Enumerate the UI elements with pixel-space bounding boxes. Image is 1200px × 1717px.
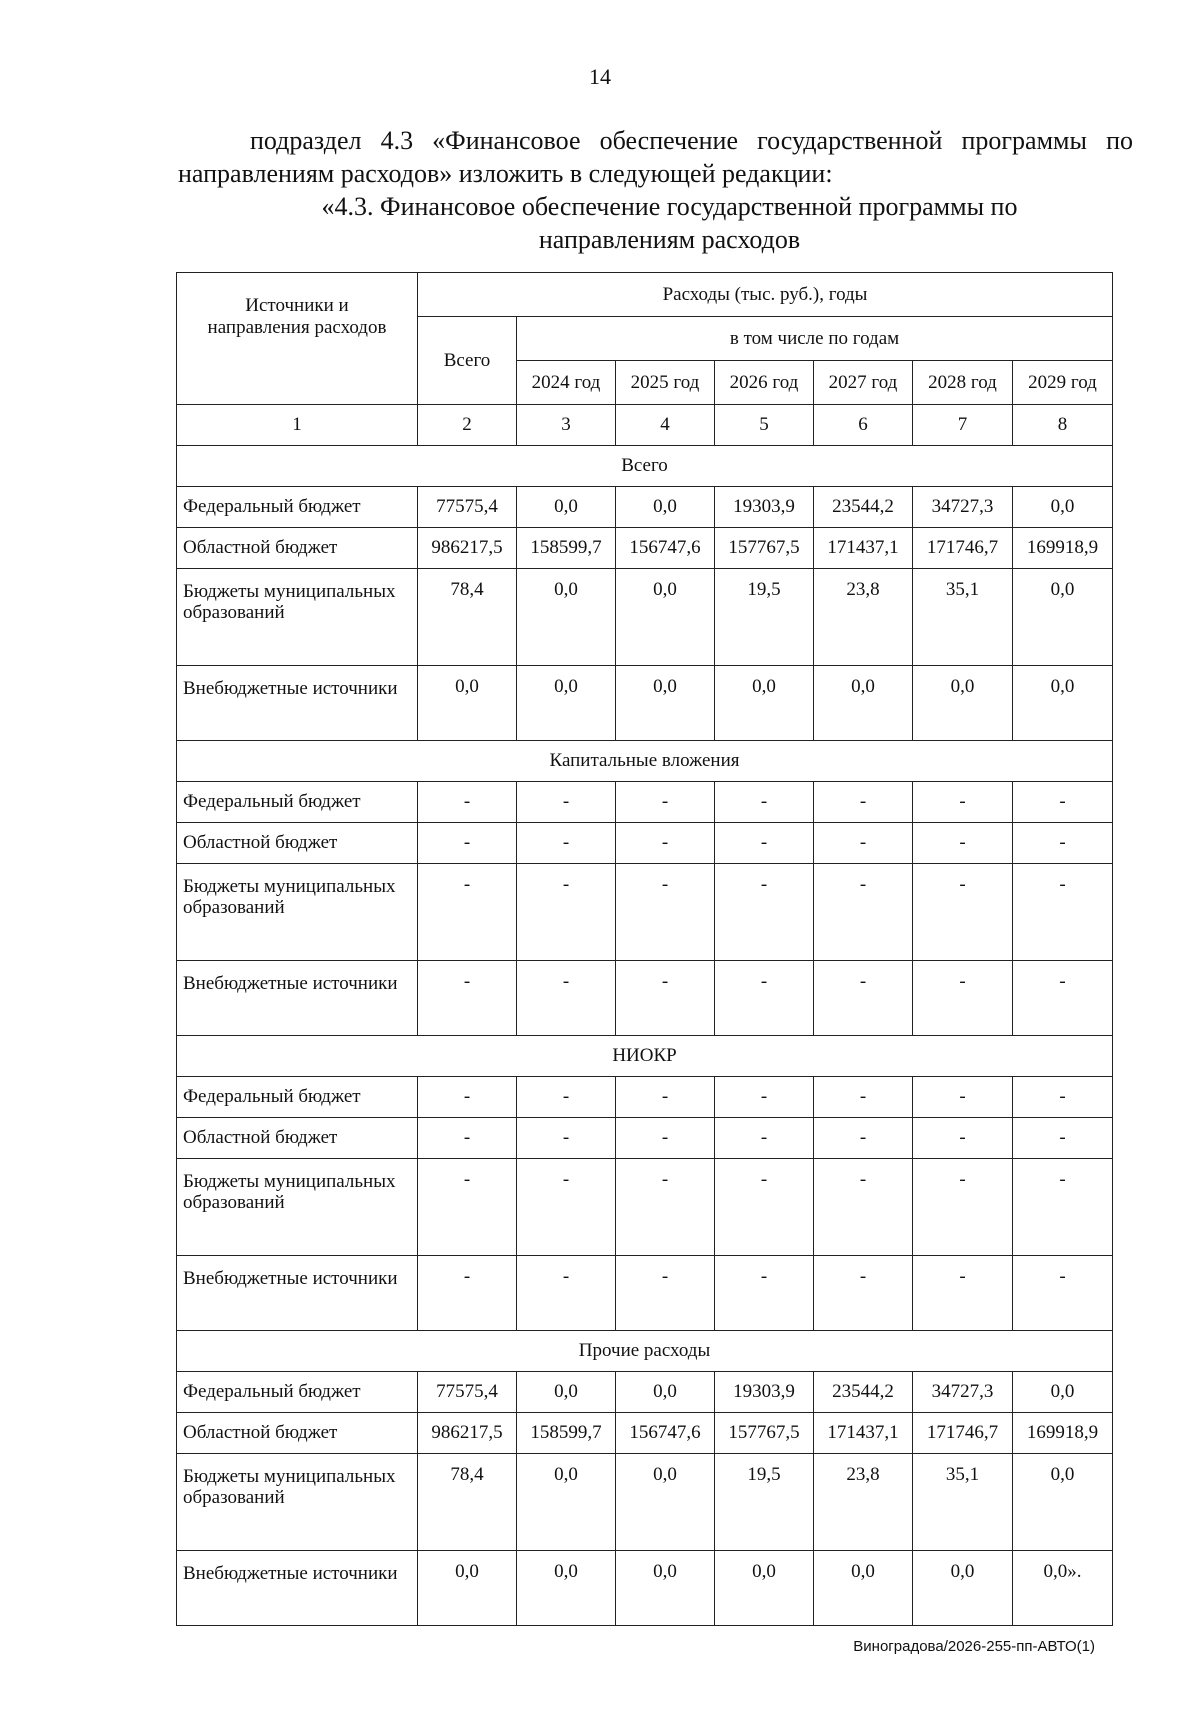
value-cell: 0,0 [517, 666, 616, 741]
intro-paragraph [178, 124, 1133, 190]
value-cell: - [616, 1077, 715, 1118]
table-row [177, 961, 1113, 1036]
row-label: Внебюджетные источники [177, 1256, 418, 1331]
value-cell: 157767,5 [715, 528, 814, 569]
column-number: 4 [616, 405, 715, 446]
value-cell: - [616, 1256, 715, 1331]
row-label: Внебюджетные источники [177, 1551, 418, 1626]
value-cell: 0,0 [418, 666, 517, 741]
value-cell: - [418, 823, 517, 864]
column-number: 6 [814, 405, 913, 446]
header-total: Всего [418, 317, 517, 405]
value-cell: 169918,9 [1013, 528, 1113, 569]
column-number: 2 [418, 405, 517, 446]
value-cell: 77575,4 [418, 487, 517, 528]
value-cell: 35,1 [913, 1454, 1013, 1551]
row-label: Федеральный бюджет [177, 487, 418, 528]
value-cell: - [1013, 782, 1113, 823]
header-by-years: в том числе по годам [517, 317, 1113, 361]
value-cell: - [913, 1118, 1013, 1159]
row-label: Федеральный бюджет [177, 1372, 418, 1413]
table-row [177, 569, 1113, 666]
financing-table [176, 272, 1113, 1626]
value-cell: 0,0 [814, 666, 913, 741]
value-cell: 0,0 [616, 1454, 715, 1551]
table-row [177, 666, 1113, 741]
value-cell: - [814, 1118, 913, 1159]
value-cell: - [913, 1159, 1013, 1256]
value-cell: - [517, 961, 616, 1036]
value-cell: 19,5 [715, 1454, 814, 1551]
table-row [177, 823, 1113, 864]
value-cell: - [517, 864, 616, 961]
value-cell: 157767,5 [715, 1413, 814, 1454]
value-cell: - [1013, 1077, 1113, 1118]
table-row [177, 1372, 1113, 1413]
value-cell: - [1013, 1256, 1113, 1331]
value-cell: 0,0 [517, 1372, 616, 1413]
column-number: 1 [177, 405, 418, 446]
header-year: 2028 год [913, 361, 1013, 405]
row-label: Бюджеты муниципальных образований [177, 1159, 418, 1256]
value-cell: - [418, 1159, 517, 1256]
row-label: Внебюджетные источники [177, 666, 418, 741]
table-row [177, 1118, 1113, 1159]
value-cell: 0,0 [418, 1551, 517, 1626]
value-cell: - [913, 1256, 1013, 1331]
heading-line-2: направлениям расходов [538, 225, 801, 254]
row-label: Федеральный бюджет [177, 1077, 418, 1118]
value-cell: - [913, 1077, 1013, 1118]
row-label: Областной бюджет [177, 823, 418, 864]
value-cell: - [616, 1118, 715, 1159]
value-cell: - [616, 823, 715, 864]
value-cell: - [715, 782, 814, 823]
row-label: Бюджеты муниципальных образований [177, 569, 418, 666]
value-cell: - [517, 782, 616, 823]
value-cell: - [913, 823, 1013, 864]
value-cell: 158599,7 [517, 1413, 616, 1454]
value-cell: 0,0 [715, 1551, 814, 1626]
table-row [177, 1159, 1113, 1256]
value-cell: 156747,6 [616, 1413, 715, 1454]
value-cell: - [616, 1159, 715, 1256]
value-cell: 0,0 [1013, 1372, 1113, 1413]
value-cell: 19,5 [715, 569, 814, 666]
value-cell: 171437,1 [814, 528, 913, 569]
row-label: Областной бюджет [177, 1413, 418, 1454]
value-cell: - [814, 1159, 913, 1256]
value-cell: 34727,3 [913, 1372, 1013, 1413]
footer-code: Виноградова/2026-255-пп-АВТО(1) [853, 1638, 1095, 1655]
value-cell: 171746,7 [913, 528, 1013, 569]
value-cell: - [418, 782, 517, 823]
row-label: Внебюджетные источники [177, 961, 418, 1036]
value-cell: - [616, 961, 715, 1036]
value-cell: - [715, 864, 814, 961]
value-cell: 0,0 [517, 487, 616, 528]
value-cell: 0,0 [616, 1372, 715, 1413]
value-cell: 19303,9 [715, 1372, 814, 1413]
value-cell: - [814, 1077, 913, 1118]
value-cell: 0,0 [616, 1551, 715, 1626]
value-cell: 156747,6 [616, 528, 715, 569]
table-row [177, 1454, 1113, 1551]
table-row [177, 1413, 1113, 1454]
value-cell: - [715, 1256, 814, 1331]
value-cell: - [517, 1159, 616, 1256]
header-year: 2029 год [1013, 361, 1113, 405]
value-cell: 23544,2 [814, 487, 913, 528]
value-cell: - [616, 782, 715, 823]
value-cell: - [418, 864, 517, 961]
value-cell: 0,0 [517, 1454, 616, 1551]
header-sources [177, 273, 418, 405]
value-cell: 23,8 [814, 569, 913, 666]
value-cell: - [814, 864, 913, 961]
page-number: 14 [589, 64, 611, 89]
value-cell: 171746,7 [913, 1413, 1013, 1454]
section-title: Всего [177, 446, 1113, 487]
value-cell: - [913, 782, 1013, 823]
row-label: Бюджеты муниципальных образований [177, 1454, 418, 1551]
value-cell: - [814, 961, 913, 1036]
value-cell: - [913, 864, 1013, 961]
value-cell: - [418, 1256, 517, 1331]
value-cell: - [715, 961, 814, 1036]
value-cell: 0,0 [1013, 666, 1113, 741]
value-cell: - [1013, 1118, 1113, 1159]
header-year: 2026 год [715, 361, 814, 405]
value-cell: 0,0 [616, 666, 715, 741]
header-sources-line-2: направления расходов [207, 317, 387, 338]
value-cell: - [1013, 864, 1113, 961]
row-label: Областной бюджет [177, 528, 418, 569]
value-cell: - [715, 823, 814, 864]
value-cell: - [517, 823, 616, 864]
section-title: НИОКР [177, 1036, 1113, 1077]
value-cell: - [715, 1159, 814, 1256]
value-cell: 986217,5 [418, 1413, 517, 1454]
table-row [177, 528, 1113, 569]
value-cell: 77575,4 [418, 1372, 517, 1413]
table-row [177, 1077, 1113, 1118]
value-cell: 0,0 [517, 1551, 616, 1626]
value-cell: - [418, 1118, 517, 1159]
value-cell: - [814, 823, 913, 864]
value-cell: 0,0 [1013, 1454, 1113, 1551]
value-cell: 0,0 [715, 666, 814, 741]
header-year: 2025 год [616, 361, 715, 405]
value-cell: 35,1 [913, 569, 1013, 666]
table-row [177, 782, 1113, 823]
value-cell: - [517, 1118, 616, 1159]
value-cell: 169918,9 [1013, 1413, 1113, 1454]
value-cell: 0,0 [814, 1551, 913, 1626]
row-label: Федеральный бюджет [177, 782, 418, 823]
section-title: Капитальные вложения [177, 741, 1113, 782]
value-cell: - [715, 1118, 814, 1159]
value-cell: 23,8 [814, 1454, 913, 1551]
value-cell: 0,0 [913, 1551, 1013, 1626]
row-label: Бюджеты муниципальных образований [177, 864, 418, 961]
value-cell: - [1013, 1159, 1113, 1256]
value-cell: - [814, 1256, 913, 1331]
header-sources-line-1: Источники и [245, 295, 349, 316]
header-year: 2027 год [814, 361, 913, 405]
value-cell: - [1013, 823, 1113, 864]
value-cell: 78,4 [418, 1454, 517, 1551]
section-title: Прочие расходы [177, 1331, 1113, 1372]
column-number: 7 [913, 405, 1013, 446]
header-expenses: Расходы (тыс. руб.), годы [418, 273, 1113, 317]
table-row [177, 864, 1113, 961]
value-cell: 171437,1 [814, 1413, 913, 1454]
value-cell: 158599,7 [517, 528, 616, 569]
value-cell: - [1013, 961, 1113, 1036]
header-year: 2024 год [517, 361, 616, 405]
value-cell: - [418, 961, 517, 1036]
column-number: 8 [1013, 405, 1113, 446]
value-cell: - [616, 864, 715, 961]
value-cell: 19303,9 [715, 487, 814, 528]
value-cell: 0,0 [1013, 569, 1113, 666]
value-cell: 78,4 [418, 569, 517, 666]
value-cell: 0,0 [616, 487, 715, 528]
table-row [177, 487, 1113, 528]
value-cell: 0,0 [1013, 487, 1113, 528]
row-label: Областной бюджет [177, 1118, 418, 1159]
column-number: 5 [715, 405, 814, 446]
value-cell: 0,0 [616, 569, 715, 666]
intro-text: подраздел 4.3 «Финансовое обеспечение государственной программы по направлениям расходов» изложить в следующей редакции: [178, 126, 1133, 188]
value-cell: - [913, 961, 1013, 1036]
value-cell: 0,0 [517, 569, 616, 666]
value-cell: 23544,2 [814, 1372, 913, 1413]
heading-line-1: «4.3. Финансовое обеспечение государственной программы по [321, 192, 1018, 221]
value-cell: 34727,3 [913, 487, 1013, 528]
section-heading [178, 190, 1133, 256]
table-row [177, 1256, 1113, 1331]
value-cell: - [517, 1077, 616, 1118]
value-cell: 986217,5 [418, 528, 517, 569]
table-row [177, 1551, 1113, 1626]
value-cell: 0,0». [1013, 1551, 1113, 1626]
value-cell: - [517, 1256, 616, 1331]
column-number: 3 [517, 405, 616, 446]
value-cell: - [715, 1077, 814, 1118]
value-cell: - [418, 1077, 517, 1118]
value-cell: 0,0 [913, 666, 1013, 741]
value-cell: - [814, 782, 913, 823]
